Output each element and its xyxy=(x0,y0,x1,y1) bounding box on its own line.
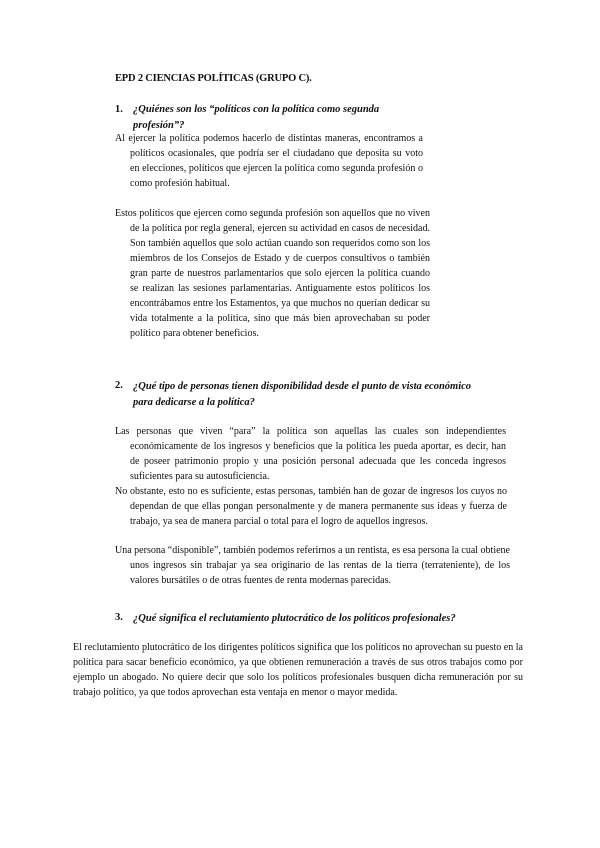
q2-paragraph-3: Una persona “disponible”, también podemos referirnos a un rentista, es esa persona la cual obtiene unos ingresos sin trabajar ya sea originario de las rentas de la tierra (terrateniente), de los valores bursátiles o de otras fuentes de renta modernas parecidas. xyxy=(115,545,510,586)
question-1-text: ¿Quiénes son los “políticos con la política como segunda profesión”? xyxy=(133,104,380,131)
question-3-number: 3. xyxy=(115,612,123,623)
page-title: EPD 2 CIENCIAS POLÍTICAS (GRUPO C). xyxy=(115,73,312,84)
question-3-text: ¿Qué significa el reclutamiento plutocrático de los políticos profesionales? xyxy=(133,613,456,624)
question-1-number: 1. xyxy=(115,104,123,115)
q1-paragraph-1: Al ejercer la política podemos hacerlo de distintas maneras, encontramos a políticos ocasionales, que podría ser el ciudadano que deposita su voto en elecciones, políticos que ejercen la política como segunda profesión o como profesión habitual. xyxy=(115,133,423,189)
q2-paragraph-1: Las personas que viven “para” la política son aquellas las cuales son independientes económicamente de los ingresos y beneficios que la política les pueda aportar, es decir, han de poseer patrimonio propio y una posición personal adecuada que les conceda ingresos suficientes para su autosuficiencia. xyxy=(115,426,506,482)
q3-paragraph-1: El reclutamiento plutocrático de los dirigentes políticos significa que los políticos no aprovechan su puesto en la política para sacar beneficio económico, ya que obtienen remuneración a través de sus otros trabajos como por ejemplo un abogado. No quiere decir que solo los políticos profesionales busquen dicha remuneración por su trabajo político, ya que todos aprovechan esta ventaja en menor o mayor medida. xyxy=(73,642,523,698)
question-2-text: ¿Qué tipo de personas tienen disponibilidad desde el punto de vista económico para dedicarse a la política? xyxy=(133,381,472,408)
q1-paragraph-2: Estos políticos que ejercen como segunda profesión son aquellos que no viven de la política por regla general, ejercen su actividad en casos de necesidad. Son también aquellos que solo actúan cuando son requeridos como son los miembros de los Consejos de Estado y de cuerpos consultivos o también gran parte de nuestros parlamentarios que solo ejercen la política cuando se realizan las sesiones parlamentarias. Antiguamente estos políticos los encontrábamos entre los Estamentos, ya que muchos no querían dedicar su vida totalmente a la política, sino que más bien aprovechaban su poder político para obtener beneficios. xyxy=(115,208,430,339)
question-2-number: 2. xyxy=(115,380,123,391)
q2-paragraph-2: No obstante, esto no es suficiente, estas personas, también han de gozar de ingresos los cuyos no dependan de que ellas pongan personalmente y de manera permanente sus ideas y fuerza de trabajo, ya sea de manera parcial o total para el logro de aquellos ingresos. xyxy=(115,486,507,527)
